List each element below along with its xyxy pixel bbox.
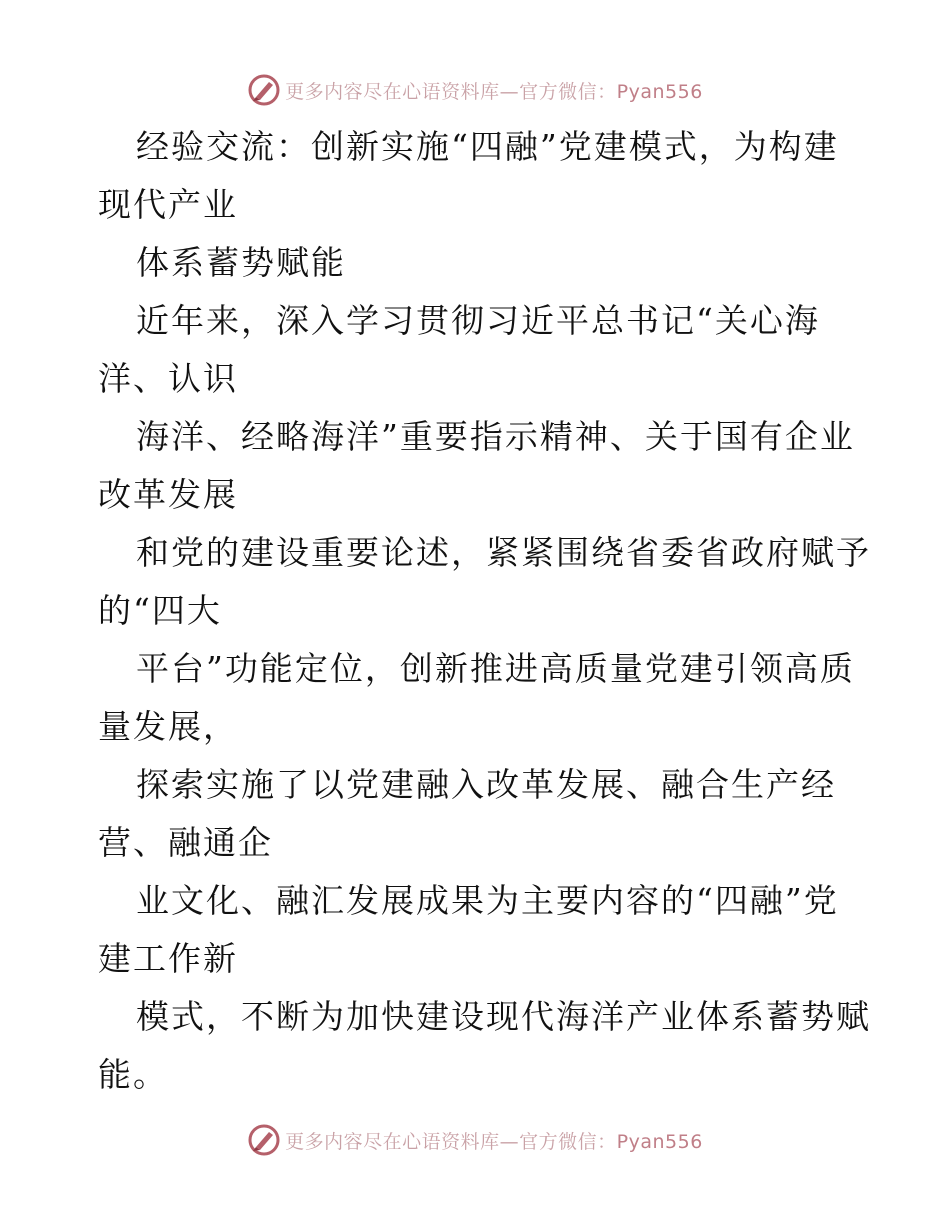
paragraph-7-line-1: 探索实施了以党建融入改革发展、融合生产经 [136,765,836,804]
logo-icon [247,1123,281,1157]
paragraph-8-line-2: 建工作新 [98,939,238,978]
paragraph-9-line-2: 能。 [98,1055,168,1094]
paragraph-3-line-1: 近年来，深入学习贯彻习近平总书记“关心海 [136,301,820,340]
paragraph-5-line-2: 的“四大 [98,591,222,630]
header-watermark [0,72,950,108]
watermark-text: 更多内容尽在心语资料库—官方微信：Pyan556 [285,80,703,103]
paragraph-9-line-1: 模式，不断为加快建设现代海洋产业体系蓄势赋 [136,997,871,1036]
watermark-text: 更多内容尽在心语资料库—官方微信：Pyan556 [285,1130,703,1153]
paragraph-4-line-1: 海洋、经略海洋”重要指示精神、关于国有企业 [136,417,855,456]
footer-watermark [0,1122,950,1158]
paragraph-8-line-1: 业文化、融汇发展成果为主要内容的“四融”党 [136,881,839,920]
paragraph-3-line-2: 洋、认识 [98,359,238,398]
paragraph-6-line-2: 量发展， [98,707,238,746]
logo-icon [247,73,281,107]
paragraph-1-line-2: 现代产业 [98,185,238,224]
paragraph-5-line-1: 和党的建设重要论述，紧紧围绕省委省政府赋予 [136,533,871,572]
paragraph-2-line-1: 体系蓄势赋能 [136,243,346,282]
paragraph-1-line-1: 经验交流：创新实施“四融”党建模式，为构建 [136,127,839,166]
paragraph-6-line-1: 平台”功能定位，创新推进高质量党建引领高质 [136,649,855,688]
document-body [98,118,871,1104]
paragraph-7-line-2: 营、融通企 [98,823,273,862]
paragraph-4-line-2: 改革发展 [98,475,238,514]
